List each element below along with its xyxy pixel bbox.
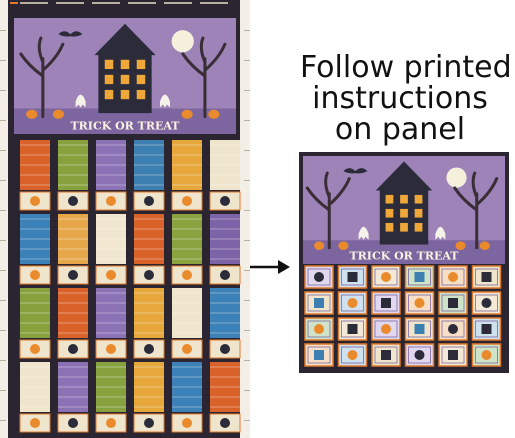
pattern-stripe [96, 144, 126, 146]
pattern-stripe [58, 322, 88, 324]
tile-motif [182, 418, 192, 428]
pattern-stripe [20, 406, 50, 408]
tile-motif [448, 298, 458, 308]
pattern-stripe [134, 174, 164, 176]
pattern-stripe [210, 376, 240, 378]
house-window [137, 90, 146, 99]
tile-motif [381, 272, 391, 282]
house-window [121, 90, 130, 99]
tile-motif [144, 270, 154, 280]
pattern-stripe [172, 258, 202, 260]
tile-motif [448, 350, 458, 360]
pattern-stripe [20, 386, 50, 388]
tile-motif [314, 272, 324, 282]
ruler-tick [0, 180, 6, 181]
pattern-stripe [134, 312, 164, 314]
ruler-tick [244, 240, 250, 241]
selvage-text [164, 2, 192, 4]
tile-motif [348, 324, 358, 334]
pattern-stripe [96, 406, 126, 408]
ruler-tick [244, 180, 250, 181]
tile-motif [106, 344, 116, 354]
pumpkin-icon [26, 110, 37, 119]
pattern-stripe [20, 228, 50, 230]
pattern-stripe [172, 228, 202, 230]
pattern-stripe [96, 332, 126, 334]
pattern-stripe [134, 228, 164, 230]
ruler-tick [0, 300, 6, 301]
pattern-stripe [210, 218, 240, 220]
house-window [386, 195, 394, 204]
pattern-stripe [58, 154, 88, 156]
tile-motif [415, 298, 425, 308]
pattern-stripe [96, 218, 126, 220]
pattern-stripe [210, 184, 240, 186]
house-window [400, 209, 408, 218]
tile-motif [348, 350, 358, 360]
tile-motif [220, 270, 230, 280]
pattern-stripe [210, 174, 240, 176]
ruler-tick [244, 90, 250, 91]
house-window [386, 209, 394, 218]
tile-motif [182, 270, 192, 280]
pattern-stripe [96, 184, 126, 186]
pattern-stripe [96, 164, 126, 166]
pattern-stripe [210, 248, 240, 250]
house-window [137, 75, 146, 84]
selvage-text [56, 2, 84, 4]
pattern-stripe [134, 144, 164, 146]
ruler-tick [0, 120, 6, 121]
selvage-mark [10, 2, 18, 4]
pattern-stripe [210, 366, 240, 368]
tile-motif [381, 324, 391, 334]
pattern-stripe [96, 386, 126, 388]
tile-motif [106, 270, 116, 280]
pattern-stripe [172, 396, 202, 398]
pattern-stripe [210, 302, 240, 304]
tile-motif [30, 344, 40, 354]
tile-motif [415, 324, 425, 334]
pattern-stripe [58, 332, 88, 334]
ruler-tick [244, 60, 250, 61]
pattern-stripe [210, 406, 240, 408]
pattern-stripe [172, 376, 202, 378]
ruler-tick [244, 420, 250, 421]
tile-motif [314, 350, 324, 360]
tile-motif [182, 344, 192, 354]
pumpkin-icon [480, 241, 490, 250]
tile-motif [30, 196, 40, 206]
pattern-stripe [134, 238, 164, 240]
pumpkin-icon [456, 241, 466, 250]
pattern-stripe [210, 396, 240, 398]
house-window [137, 60, 146, 69]
ruler-tick [244, 210, 250, 211]
tile-motif [482, 324, 492, 334]
house-window [121, 75, 130, 84]
tile-motif [182, 196, 192, 206]
banner-text: TRICK OR TREAT [70, 119, 180, 133]
pattern-stripe [134, 396, 164, 398]
pumpkin-icon [314, 241, 324, 250]
pattern-stripe [58, 406, 88, 408]
pattern-stripe [210, 238, 240, 240]
pattern-stripe [172, 248, 202, 250]
pattern-stripe [20, 302, 50, 304]
tile-motif [448, 272, 458, 282]
pattern-stripe [96, 302, 126, 304]
tile-motif [30, 270, 40, 280]
ruler-tick [0, 360, 6, 361]
pattern-stripe [172, 366, 202, 368]
tile-motif [381, 298, 391, 308]
tile-motif [220, 344, 230, 354]
pattern-stripe [20, 396, 50, 398]
pattern-stripe [210, 154, 240, 156]
tile-motif [482, 350, 492, 360]
pattern-stripe [58, 376, 88, 378]
pattern-stripe [210, 144, 240, 146]
pattern-stripe [96, 238, 126, 240]
house-window [386, 223, 394, 232]
pattern-stripe [96, 322, 126, 324]
tile-motif [30, 418, 40, 428]
pattern-stripe [20, 258, 50, 260]
pattern-stripe [134, 292, 164, 294]
pattern-stripe [58, 248, 88, 250]
pattern-stripe [20, 292, 50, 294]
ruler-tick [244, 330, 250, 331]
pattern-stripe [58, 164, 88, 166]
pattern-stripe [172, 332, 202, 334]
ruler-tick [0, 60, 6, 61]
pattern-stripe [96, 154, 126, 156]
tile-motif [68, 270, 78, 280]
pattern-stripe [172, 144, 202, 146]
pattern-stripe [210, 386, 240, 388]
pattern-stripe [172, 386, 202, 388]
pattern-stripe [134, 406, 164, 408]
pattern-stripe [58, 258, 88, 260]
moon-icon [446, 168, 466, 188]
tile-motif [220, 418, 230, 428]
pattern-stripe [172, 322, 202, 324]
house-window [415, 195, 423, 204]
pattern-stripe [210, 228, 240, 230]
instructions-line-3: on panel [334, 112, 466, 147]
house-window [105, 90, 114, 99]
ruler-tick [244, 390, 250, 391]
tile-motif [68, 418, 78, 428]
tile-motif [68, 344, 78, 354]
tile-motif [68, 196, 78, 206]
ruler-tick [244, 150, 250, 151]
pattern-stripe [210, 332, 240, 334]
house-window [400, 195, 408, 204]
instructions-line-1: Follow printed [300, 50, 512, 85]
tile-motif [348, 298, 358, 308]
tile-motif [144, 418, 154, 428]
pumpkin-icon [182, 110, 193, 119]
pattern-stripe [20, 312, 50, 314]
house-window [121, 60, 130, 69]
pattern-stripe [172, 312, 202, 314]
ruler-tick [0, 90, 6, 91]
tile-motif [106, 418, 116, 428]
pattern-stripe [210, 292, 240, 294]
ruler-tick [244, 120, 250, 121]
tile-motif [348, 272, 358, 282]
ruler-tick [0, 330, 6, 331]
ruler-tick [0, 150, 6, 151]
tile-motif [415, 350, 425, 360]
pattern-stripe [20, 154, 50, 156]
pattern-stripe [58, 144, 88, 146]
fabric-panel-preview [299, 152, 509, 373]
tile-motif [448, 324, 458, 334]
house-window [415, 209, 423, 218]
pattern-stripe [20, 248, 50, 250]
pattern-stripe [96, 366, 126, 368]
ruler-tick [244, 30, 250, 31]
house-window [105, 60, 114, 69]
pumpkin-icon [208, 110, 219, 119]
pattern-stripe [134, 164, 164, 166]
ruler-tick [0, 240, 6, 241]
pattern-stripe [20, 376, 50, 378]
pattern-stripe [172, 406, 202, 408]
tile-motif [144, 196, 154, 206]
pattern-stripe [134, 154, 164, 156]
tile-motif [314, 324, 324, 334]
fabric-panel-full [0, 0, 250, 438]
tile-motif [106, 196, 116, 206]
pattern-stripe [58, 228, 88, 230]
pattern-stripe [58, 218, 88, 220]
selvage-text [200, 2, 228, 4]
pattern-stripe [58, 386, 88, 388]
pattern-stripe [96, 292, 126, 294]
pumpkin-icon [53, 110, 64, 119]
pattern-stripe [96, 174, 126, 176]
ruler-tick [0, 420, 6, 421]
pattern-stripe [20, 366, 50, 368]
pattern-stripe [58, 302, 88, 304]
selvage-text [128, 2, 156, 4]
pattern-stripe [58, 292, 88, 294]
pattern-stripe [20, 332, 50, 334]
pattern-stripe [210, 258, 240, 260]
moon-icon [172, 30, 194, 52]
pattern-stripe [20, 164, 50, 166]
pattern-stripe [96, 312, 126, 314]
pattern-stripe [134, 386, 164, 388]
pattern-stripe [20, 184, 50, 186]
pattern-stripe [210, 312, 240, 314]
pattern-stripe [172, 218, 202, 220]
selvage-text [20, 2, 48, 4]
ruler-tick [0, 210, 6, 211]
pattern-stripe [96, 258, 126, 260]
arrow-right-icon [244, 252, 294, 282]
pattern-stripe [58, 312, 88, 314]
pattern-stripe [172, 154, 202, 156]
pattern-stripe [172, 238, 202, 240]
ruler-tick [0, 390, 6, 391]
pumpkin-icon [338, 241, 348, 250]
pattern-stripe [210, 164, 240, 166]
pattern-stripe [96, 248, 126, 250]
pattern-stripe [58, 184, 88, 186]
ruler-tick [244, 300, 250, 301]
tile-motif [314, 298, 324, 308]
pattern-stripe [20, 144, 50, 146]
pattern-stripe [20, 218, 50, 220]
pattern-stripe [58, 174, 88, 176]
tile-motif [482, 272, 492, 282]
pattern-stripe [58, 238, 88, 240]
pattern-stripe [134, 376, 164, 378]
pattern-stripe [172, 164, 202, 166]
pattern-stripe [172, 174, 202, 176]
pattern-stripe [134, 332, 164, 334]
pattern-stripe [20, 174, 50, 176]
tile-motif [381, 350, 391, 360]
pattern-stripe [96, 376, 126, 378]
pattern-stripe [134, 322, 164, 324]
tile-motif [144, 344, 154, 354]
pattern-stripe [134, 366, 164, 368]
house-window [415, 223, 423, 232]
pattern-stripe [172, 184, 202, 186]
pattern-stripe [134, 258, 164, 260]
pattern-stripe [134, 218, 164, 220]
banner-text: TRICK OR TREAT [349, 249, 459, 263]
instructions-text [300, 50, 512, 147]
pattern-stripe [58, 396, 88, 398]
house-window [105, 75, 114, 84]
ruler-tick [244, 360, 250, 361]
pattern-stripe [134, 302, 164, 304]
tile-motif [220, 196, 230, 206]
pattern-stripe [134, 184, 164, 186]
pattern-stripe [20, 238, 50, 240]
pattern-stripe [96, 396, 126, 398]
instructions-line-2: instructions [312, 81, 488, 116]
ruler-tick [0, 30, 6, 31]
pattern-stripe [172, 292, 202, 294]
pattern-stripe [96, 228, 126, 230]
house-window [400, 223, 408, 232]
pattern-stripe [172, 302, 202, 304]
pattern-stripe [210, 322, 240, 324]
tile-motif [415, 272, 425, 282]
pattern-stripe [134, 248, 164, 250]
ruler-tick [0, 270, 6, 271]
tile-motif [482, 298, 492, 308]
selvage-text [92, 2, 120, 4]
pattern-stripe [58, 366, 88, 368]
pattern-stripe [20, 322, 50, 324]
